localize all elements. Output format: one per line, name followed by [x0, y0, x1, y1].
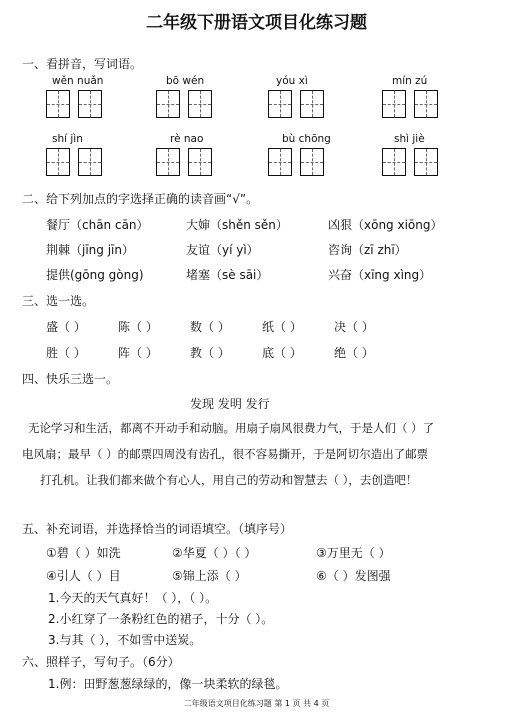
choice-item: 教（ ） — [190, 346, 230, 360]
writing-box[interactable] — [414, 90, 438, 118]
writing-box[interactable] — [414, 148, 438, 176]
pinyin-1: wěn nuǎn — [52, 75, 104, 87]
writing-box[interactable] — [46, 148, 70, 176]
writing-box[interactable] — [156, 90, 180, 118]
idiom-item: ③万里无（ ） — [316, 546, 391, 560]
pinyin-3: yóu xì — [276, 75, 308, 87]
reading-item: 餐厅（chān cān） — [46, 218, 149, 232]
section-1-heading: 一、看拼音，写词语。 — [22, 57, 143, 71]
choice-item: 盛（ ） — [46, 320, 86, 334]
writing-box[interactable] — [268, 90, 292, 118]
choice-item: 阵（ ） — [118, 346, 158, 360]
writing-box[interactable] — [188, 90, 212, 118]
writing-box[interactable] — [188, 148, 212, 176]
choice-item: 陈（ ） — [118, 320, 158, 334]
passage-line-3: 打孔机。让我们都来做个有心人，用自己的劳动和智慧去（ ），去创造吧！ — [40, 473, 418, 487]
section-6-heading: 六、照样子，写句子。（6分） — [22, 655, 180, 669]
pinyin-8: shì jiè — [394, 133, 425, 145]
pinyin-5: shí jìn — [52, 133, 83, 145]
reading-item: 大婶（shěn sěn） — [186, 218, 288, 232]
writing-box[interactable] — [300, 90, 324, 118]
reading-item: 友谊（yí yì） — [186, 243, 259, 257]
reading-item: 兴奋（xīng xìng） — [328, 268, 432, 282]
writing-box[interactable] — [268, 148, 292, 176]
section-4-heading: 四、快乐三选一。 — [22, 372, 119, 386]
writing-box[interactable] — [156, 148, 180, 176]
fill-question-1: 1.今天的天气真好！（ ），（ ）。 — [48, 591, 218, 605]
fill-question-3: 3.与其（ ），不如雪中送炭。 — [48, 633, 202, 647]
section-2-heading: 二、给下列加点的字选择正确的读音画“√”。 — [22, 192, 259, 206]
example-sentence: 1.例：田野葱葱绿绿的，像一块柔软的绿毯。 — [48, 677, 288, 691]
idiom-item: ①碧（ ）如洗 — [46, 546, 121, 560]
writing-box[interactable] — [300, 148, 324, 176]
idiom-item: ④引人（ ）目 — [46, 569, 121, 583]
writing-box[interactable] — [382, 148, 406, 176]
section-5-heading: 五、补充词语，并选择恰当的词语填空。（填序号） — [22, 522, 293, 536]
writing-box[interactable] — [78, 148, 102, 176]
reading-item: 提供(gōng gòng) — [46, 268, 144, 282]
reading-item: 荆棘（jīng jīn） — [46, 243, 134, 257]
pinyin-2: bō wén — [166, 75, 205, 87]
choice-item: 绝（ ） — [334, 346, 374, 360]
reading-item: 咨询（zī zhī） — [328, 243, 407, 257]
choice-item: 胜（ ） — [46, 346, 86, 360]
passage-line-2: 电风扇；最早（ ）的邮票四周没有齿孔，很不容易撕开，于是阿切尔造出了邮票 — [22, 447, 429, 461]
choice-item: 数（ ） — [190, 320, 230, 334]
writing-box[interactable] — [382, 90, 406, 118]
word-options: 发现 发明 发行 — [190, 397, 270, 411]
pinyin-6: rè nao — [170, 133, 204, 145]
writing-box[interactable] — [46, 90, 70, 118]
writing-box[interactable] — [78, 90, 102, 118]
reading-item: 凶狠（xōng xiōng） — [328, 218, 443, 232]
idiom-item: ⑤锦上添（ ） — [172, 569, 247, 583]
passage-line-1: 无论学习和生活，都离不开动手和动脑。用扇子扇风很费力气，于是人们（ ）了 — [28, 421, 435, 435]
section-3-heading: 三、选一选。 — [22, 294, 95, 308]
choice-item: 底（ ） — [262, 346, 302, 360]
page-title: 二年级下册语文项目化练习题 — [146, 13, 367, 33]
idiom-item: ②华夏（ ）（ ） — [172, 546, 257, 560]
pinyin-7: bù chōng — [282, 133, 331, 145]
pinyin-4: mín zú — [392, 75, 428, 87]
page-footer: 二年级语文项目化练习题 第 1 页 共 4 页 — [183, 699, 330, 708]
choice-item: 决（ ） — [334, 320, 374, 334]
idiom-item: ⑥（ ）发图强 — [316, 569, 391, 583]
reading-item: 堵塞（sè sāi） — [186, 268, 269, 282]
fill-question-2: 2.小红穿了一条粉红色的裙子，十分（ ）。 — [48, 612, 274, 626]
choice-item: 纸（ ） — [262, 320, 302, 334]
